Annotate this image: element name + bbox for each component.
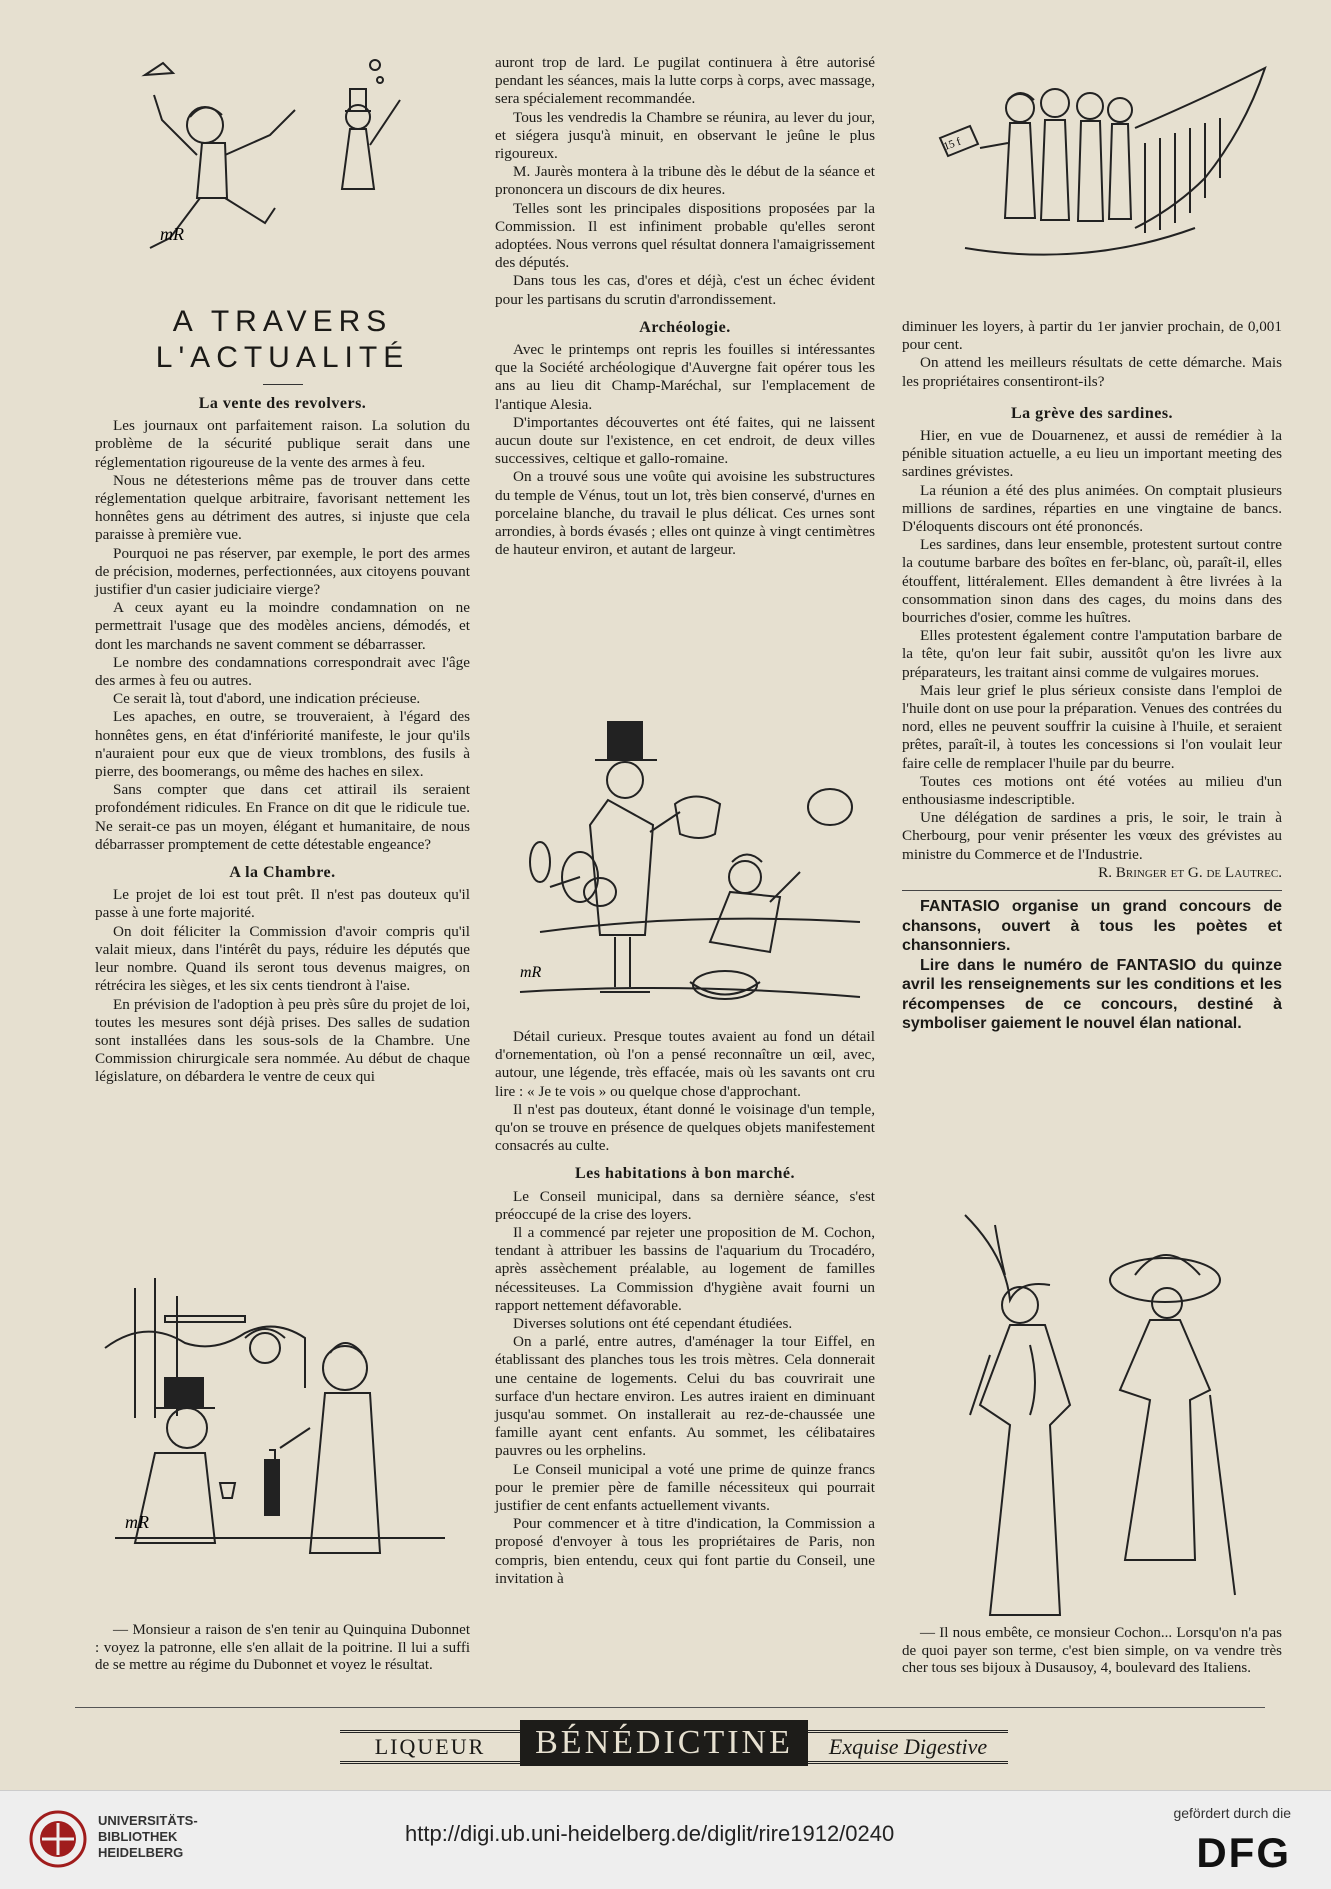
paragraph: Les sardines, dans leur ensemble, protestent surtout contre la coutume barbare des boîtes en fer-blanc, où, paraît-il, elles étouffent, littéralement. Elles demandent à être livrées à la consommation sinon dans des cages, du moins dans des bourriches d'osier, comme les huîtres. xyxy=(902,536,1282,627)
landlords-queue-illustration xyxy=(905,48,1280,298)
paragraph: Il a commencé par rejeter une proposition de M. Cochon, tendant à attribuer les bassins de l'aquarium du Trocadéro, après assèchement préalable, au logement de familles nécessiteuses. La Commission d'hygiène avait fourni un rapport nettement défavorable. xyxy=(495,1224,875,1314)
institution-line: HEIDELBERG xyxy=(98,1845,184,1860)
dfg-logo: DFG xyxy=(1196,1829,1291,1876)
caption-text: — Il nous embête, ce monsieur Cochon... Lorsqu'on n'a pas de quoi payer son terme, c'est bien simple, on va vendre très cher tous ses bijoux à Dusausoy, 4, boulevard des Italiens. xyxy=(902,1625,1282,1676)
article-signature: R. Bringer et G. de Lautrec. xyxy=(1098,863,1282,881)
paragraph: Nous ne détesterions même pas de trouver dans cette réglementation quelque arbitraire, favorisant nettement les honnêtes gens au détriment des autres, si injuste que cela paraisse à première vue. xyxy=(95,471,470,544)
paragraph: D'importantes découvertes ont été faites, qui ne laissent aucun doute sur l'existence, en cet endroit, de deux villes successives, celtique et gallo-romaine. xyxy=(495,413,875,468)
source-url-link[interactable]: http://digi.ub.uni-heidelberg.de/diglit/rire1912/0240 xyxy=(405,1821,895,1846)
paragraph: Détail curieux. Presque toutes avaient au fond un détail d'ornementation, où l'on a pensé reconnaître un œil, avec, autour, une légende, très effacée, mais où les savants ont cru lire : « Je te vois » ou quelque chose d'approchant. xyxy=(495,1028,875,1100)
banner-left-label: LIQUEUR xyxy=(340,1730,520,1764)
benedictine-advertisement xyxy=(330,1720,1020,1766)
paragraph: M. Jaurès montera à la tribune dès le début de la séance et prononcera un discours de dix heures. xyxy=(495,163,875,199)
section-heading-archeologie: Archéologie. xyxy=(639,318,731,336)
paragraph: Dans tous les cas, d'ores et déjà, c'est un échec évident pour les partisans du scrutin d'arrondissement. xyxy=(495,272,875,308)
paragraph: Elles protestent également contre l'amputation barbare de la tête, qu'on leur fait subir, aussitôt qu'on les livre aux préparateurs, les traitant ainsi comme de vulgaires morues. xyxy=(902,627,1282,681)
section-heading-chambre: A la Chambre. xyxy=(229,864,336,882)
paragraph: Le Conseil municipal, dans sa dernière séance, s'est préoccupé de la crise des loyers. xyxy=(495,1187,875,1223)
institution-name xyxy=(98,1813,198,1861)
paragraph: Avec le printemps ont repris les fouilles si intéressantes que la Société archéologique d'Auvergne fait opérer tous les ans au lieu dit Champ-Maréchal, sur l'emplacement de l'antique Alesia. xyxy=(495,341,875,413)
paragraph: Diverses solutions ont été cependant étudiées. xyxy=(513,1315,793,1333)
paragraph: Telles sont les principales dispositions proposées par la Commission. Il est infiniment probable qu'elles seront adoptées. Nous verrons quel résultat donnera l'amaigrissement des députés. xyxy=(495,199,875,272)
announcement-paragraph: Lire dans le numéro de FANTASIO du quinze avril les renseignements sur les conditions et les récompenses de ce concours, destiné à symboliser gaiement le nouvel élan national. xyxy=(902,956,1282,1033)
bottom-rule xyxy=(75,1707,1265,1708)
bottom-left-signature: mR xyxy=(125,1512,149,1532)
paragraph: Les apaches, en outre, se trouveraient, à l'égard des honnêtes gens, en état d'infériorité manifeste, le jour qu'ils n'auraient pour eux que de vieux tromblons, des fusils à pierre, des boomerangs, ou même des haches en silex. xyxy=(95,708,470,781)
digitization-footer xyxy=(0,1790,1331,1889)
paragraph: auront trop de lard. Le pugilat continuera à être autorisé pendant les séances, mais la lutte corps à corps, avec massage, sera spécialement recommandée. xyxy=(495,54,875,108)
paragraph: On a trouvé sous une voûte qui avoisine les substructures du temple de Vénus, tout un lot, très bien conservé, d'urnes en porcelaine blanche, du travail le plus délicat. Ces urnes sont arrondies, à bords évasés ; elles ont quinze à vingt centimètres de hauteur environ, et autant de largeur. xyxy=(495,468,875,559)
paragraph: Ce serait là, tout d'abord, une indication précieuse. xyxy=(113,690,421,708)
paragraph: Le projet de loi est tout prêt. Il n'est pas douteux qu'il passe à une forte majorité. xyxy=(95,886,470,922)
paragraph: Hier, en vue de Douarnenez, et aussi de remédier à la pénible situation actuelle, a eu lieu un important meeting des sardines grévistes. xyxy=(902,427,1282,481)
fashion-ladies-illustration xyxy=(935,1195,1265,1620)
paragraph: On doit féliciter la Commission d'avoir compris qu'il valait mieux, dans l'intérêt du pays, réduire les députés que leur nombre. Quand ils seront tous devenus maigres, on rétrécira les sièges, et les six cents tiendront à l'aise. xyxy=(95,922,470,995)
column-middle xyxy=(495,54,875,559)
institution-line: BIBLIOTHEK xyxy=(98,1829,178,1844)
paragraph: Le Conseil municipal a voté une prime de quinze francs pour le premier père de famille nécessiteux qui pourrait justifier de cent enfants actuellement vivants. xyxy=(495,1460,875,1515)
paragraph: On attend les meilleurs résultats de cette démarche. Mais les propriétaires consentiront-ils? xyxy=(902,354,1282,390)
headline-line2: L'ACTUALITÉ xyxy=(155,341,410,374)
paragraph: Pour commencer et à titre d'indication, la Commission a proposé d'envoyer à tous les propriétaires de Paris, non compris, bien entendu, ceux qui font partie du Conseil, une invitation à xyxy=(495,1515,875,1587)
archaeology-signature: mR xyxy=(520,964,542,981)
funding-label: gefördert durch die xyxy=(1173,1805,1291,1821)
paragraph: Le nombre des condamnations correspondrait avec l'âge des armes à feu ou autres. xyxy=(95,653,470,690)
paragraph: A ceux ayant eu la moindre condamnation on ne permettrait l'usage que des modèles anciens, démodés, et dont les marchands ne savent comment se débarrasser. xyxy=(95,599,470,653)
section-heading-revolvers: La vente des revolvers. xyxy=(198,395,367,412)
top-left-signature: mR xyxy=(160,224,184,244)
paragraph: Mais leur grief le plus sérieux consiste dans l'emploi de l'huile dont on use pour la préparation. Venues des contrées du nord, elles ne peuvent souffrir la cuisine à l'huile, et seraient prêtes, paraît-il, à toutes les concessions si l'on voulait leur faire celle de remplacer l'huile par du beurre. xyxy=(902,681,1282,772)
paragraph: La réunion a été des plus animées. On comptait plusieurs millions de sardines, réparties en une vingtaine de bancs. D'éloquents discours ont été prononcés. xyxy=(902,481,1282,536)
paragraph: Toutes ces motions ont été votées au milieu d'un enthousiasme indescriptible. xyxy=(902,772,1282,809)
fashion-caption xyxy=(902,1625,1282,1678)
paragraph: Une délégation de sardines a pris, le soir, le train à Cherbourg, pour venir présenter les vœux des grévistes au ministre du Commerce et de l'Industrie. xyxy=(902,809,1282,863)
headline-line1: A TRAVERS xyxy=(172,305,393,338)
fantasio-announcement xyxy=(902,897,1282,1034)
university-seal-icon xyxy=(28,1809,88,1869)
column-right xyxy=(902,318,1282,1034)
paragraph: Il n'est pas douteux, étant donné le voisinage d'un temple, qu'on se trouve en présence de quelques objets manifestement consacrés au culte. xyxy=(495,1100,875,1155)
column-middle-lower xyxy=(495,1028,875,1588)
archaeology-illustration xyxy=(500,712,875,1012)
caption-text: — Monsieur a raison de s'en tenir au Quinquina Dubonnet : voyez la patronne, elle s'en allait de la poitrine. Il lui a suffi de se mettre au régime du Dubonnet et voyez le résultat. xyxy=(95,1622,470,1673)
tax-note-label: 15 f xyxy=(942,135,963,153)
institution-line: UNIVERSITÄTS- xyxy=(98,1813,198,1828)
paragraph: Les journaux ont parfaitement raison. La solution du problème de la sécurité publique serait dans une réglementation rigoureuse de la vente des armes à feu. xyxy=(95,417,470,471)
headline-divider xyxy=(263,384,303,385)
paragraph: Sans compter que dans cet attirail ils seraient profondément ridicules. En France on dit que le ridicule tue. Ne serait-ce pas un moyen, élégant et humanitaire, de nous débarrasser promptement de cette détestable engeance? xyxy=(95,781,470,853)
cafe-scene-illustration xyxy=(95,1278,470,1568)
paragraph: Pourquoi ne pas réserver, par exemple, le port des armes de précision, modernes, perfectionnées, aux citoyens pouvant justifier d'un casier judiciaire vierge? xyxy=(95,544,470,599)
cafe-caption xyxy=(95,1622,470,1675)
banner-right-label: Exquise Digestive xyxy=(808,1730,1008,1764)
paragraph: diminuer les loyers, à partir du 1er janvier prochain, de 0,001 pour cent. xyxy=(902,318,1282,354)
banner-brand: BÉNÉDICTINE xyxy=(520,1720,808,1766)
announcement-paragraph: FANTASIO organise un grand concours de chansons, ouvert à tous les poètes et chansonniers. xyxy=(902,898,1282,955)
column-left xyxy=(95,54,470,1087)
section-heading-habitations: Les habitations à bon marché. xyxy=(574,1165,795,1183)
paragraph: En prévision de l'adoption à peu près sûre du projet de loi, toutes les mesures sont déjà prises. Des salles de sudation sont installées dans les sous-sols de la Chambre. Une Commission chirurgicale sera nommée. Au début de chaque législature, on débardera le ventre de ceux qui xyxy=(95,995,470,1086)
section-heading-sardines: La grève des sardines. xyxy=(1010,404,1174,422)
paragraph: Tous les vendredis la Chambre se réunira, au lever du jour, et siégera jusqu'à minuit, en observant le jeûne le plus rigoureux. xyxy=(495,108,875,163)
paragraph: On a parlé, entre autres, d'aménager la tour Eiffel, en établissant des planches tous les trois mètres. Cela donnerait une centaine de logements. Celui du bas couvrirait une surface d'un hectare environ. Les autres iraient en diminuant jusqu'au sommet. On installerait au rez-de-chaussée une famille ayant cent enfants. Au sommet, les célibataires pauvres ou les orphelins. xyxy=(495,1333,875,1460)
